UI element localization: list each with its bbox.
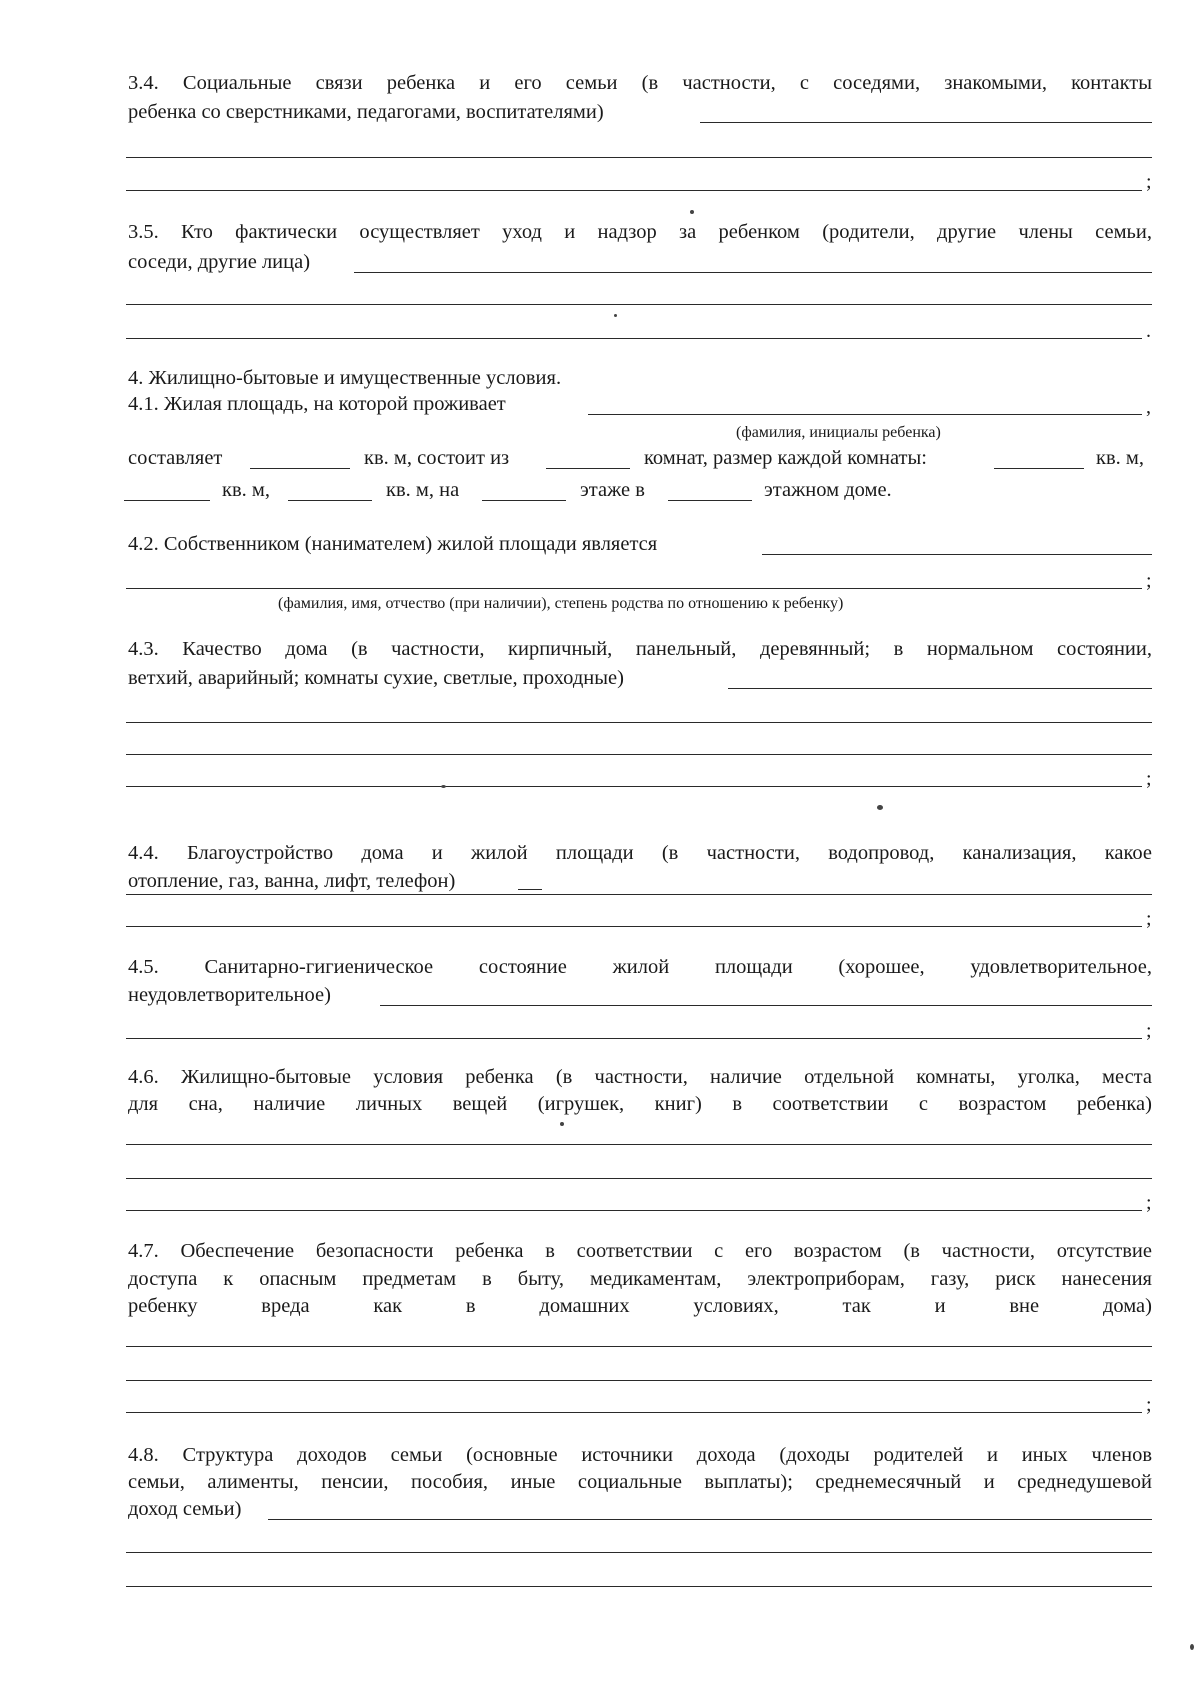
semicolon-mark: ; <box>1146 1394 1152 1416</box>
area-field[interactable] <box>250 468 350 469</box>
section-4-1-text: 4.1. Жилая площадь, на которой проживает <box>128 393 506 415</box>
semicolon-mark: ; <box>1146 1020 1152 1042</box>
comma-mark: , <box>1146 396 1151 418</box>
scan-speck <box>614 314 617 317</box>
fill-line[interactable] <box>126 722 1152 723</box>
scan-speck <box>690 210 694 214</box>
rooms-count-field[interactable] <box>546 468 630 469</box>
section-4-7-line2: доступа к опасным предметам в быту, медикаментам, электроприборам, газу, риск нанесения <box>128 1268 1152 1290</box>
semicolon-mark: ; <box>1146 768 1152 790</box>
section-4-8-line3: доход семьи) <box>128 1498 242 1520</box>
section-4-3-line2: ветхий, аварийный; комнаты сухие, светлые, проходные) <box>128 667 624 689</box>
fill-line[interactable] <box>126 786 1142 787</box>
fill-line[interactable] <box>126 1178 1152 1179</box>
section-4-4-line1: 4.4. Благоустройство дома и жилой площади (в частности, водопровод, канализация, какое <box>128 842 1152 864</box>
fill-line[interactable] <box>126 157 1152 158</box>
semicolon-mark: ; <box>1146 1192 1152 1214</box>
section-4-8-line1: 4.8. Структура доходов семьи (основные источники дохода (доходы родителей и иных членов <box>128 1444 1152 1466</box>
semicolon-mark: ; <box>1146 171 1152 193</box>
fill-line[interactable] <box>380 1005 1152 1006</box>
section-4-8-line2: семьи, алименты, пенсии, пособия, иные социальные выплаты); среднемесячный и среднедушевой <box>128 1471 1152 1493</box>
fill-line[interactable] <box>126 1586 1152 1587</box>
section-4-7-line1: 4.7. Обеспечение безопасности ребенка в соответствии с его возрастом (в частности, отсутствие <box>128 1240 1152 1262</box>
fill-line[interactable] <box>126 1346 1152 1347</box>
child-name-field[interactable] <box>588 414 1142 415</box>
sqm-unit-2: кв. м, <box>222 479 270 501</box>
section-3-5-line1: 3.5. Кто фактически осуществляет уход и надзор за ребенком (родители, другие члены семьи, <box>128 221 1152 243</box>
section-3-4-line2: ребенка со сверстниками, педагогами, воспитателями) <box>128 101 604 123</box>
period-mark: . <box>1146 320 1151 342</box>
section-4-2-text: 4.2. Собственником (нанимателем) жилой площади является <box>128 533 658 555</box>
scan-speck <box>441 785 446 788</box>
rooms-count-label: кв. м, состоит из <box>364 447 510 469</box>
room-size-field-3[interactable] <box>288 500 372 501</box>
section-3-4-line1: 3.4. Социальные связи ребенка и его семьи (в частности, с соседями, знакомыми, контакты <box>128 72 1152 94</box>
fill-line[interactable] <box>126 338 1142 339</box>
section-4-5-line1: 4.5. Санитарно-гигиеническое состояние жилой площади (хорошее, удовлетворительное, <box>128 956 1152 978</box>
child-name-caption: (фамилия, инициалы ребенка) <box>736 424 941 441</box>
room-size-field-1[interactable] <box>994 468 1084 469</box>
semicolon-mark: ; <box>1146 570 1152 592</box>
fill-line[interactable] <box>126 1210 1142 1211</box>
section-4-6-line2: для сна, наличие личных вещей (игрушек, книг) в соответствии с возрастом ребенка) <box>128 1093 1152 1115</box>
fill-line[interactable] <box>126 304 1152 305</box>
owner-field[interactable] <box>762 554 1152 555</box>
semicolon-mark: ; <box>1146 908 1152 930</box>
section-4-6-line1: 4.6. Жилищно-бытовые условия ребенка (в частности, наличие отдельной комнаты, уголка, места <box>128 1066 1152 1088</box>
fill-line[interactable] <box>354 272 1152 273</box>
section-4-4-line2: отопление, газ, ванна, лифт, телефон) <box>128 870 456 892</box>
fill-line[interactable] <box>126 754 1152 755</box>
fill-line[interactable] <box>126 1144 1152 1145</box>
fill-line[interactable] <box>728 688 1152 689</box>
fill-line[interactable] <box>126 1552 1152 1553</box>
fill-line[interactable] <box>126 1380 1152 1381</box>
fill-line[interactable] <box>126 894 1152 895</box>
floor-field[interactable] <box>482 500 566 501</box>
section-4-5-line2: неудовлетворительное) <box>128 984 331 1006</box>
fill-line[interactable] <box>126 1038 1142 1039</box>
sqm-unit-1: кв. м, <box>1096 447 1144 469</box>
fill-line[interactable] <box>126 926 1142 927</box>
fill-line[interactable] <box>126 1412 1142 1413</box>
storeys-house-label: этажном доме. <box>764 479 892 501</box>
floor-label: кв. м, на <box>386 479 460 501</box>
room-size-label: комнат, размер каждой комнаты: <box>644 447 927 469</box>
storeys-label: этаже в <box>580 479 645 501</box>
owner-field-2[interactable] <box>126 588 1142 589</box>
room-size-field-2[interactable] <box>124 500 210 501</box>
section-4-3-line1: 4.3. Качество дома (в частности, кирпичный, панельный, деревянный; в нормальном состоянии, <box>128 638 1152 660</box>
scan-speck <box>877 805 883 810</box>
section-3-5-line2: соседи, другие лица) <box>128 251 311 273</box>
section-4-heading: 4. Жилищно-бытовые и имущественные условия. <box>128 367 562 389</box>
fill-line[interactable] <box>268 1519 1152 1520</box>
storeys-field[interactable] <box>668 500 752 501</box>
section-4-7-line3: ребенку вреда как в домашних условиях, так и вне дома) <box>128 1295 1152 1317</box>
scan-speck <box>560 1122 564 1126</box>
owner-caption: (фамилия, имя, отчество (при наличии), степень родства по отношению к ребенку) <box>278 595 844 612</box>
fill-line[interactable] <box>518 889 542 890</box>
fill-line[interactable] <box>126 190 1142 191</box>
fill-line[interactable] <box>700 122 1152 123</box>
scan-speck <box>1190 1644 1194 1650</box>
area-label: составляет <box>128 447 223 469</box>
